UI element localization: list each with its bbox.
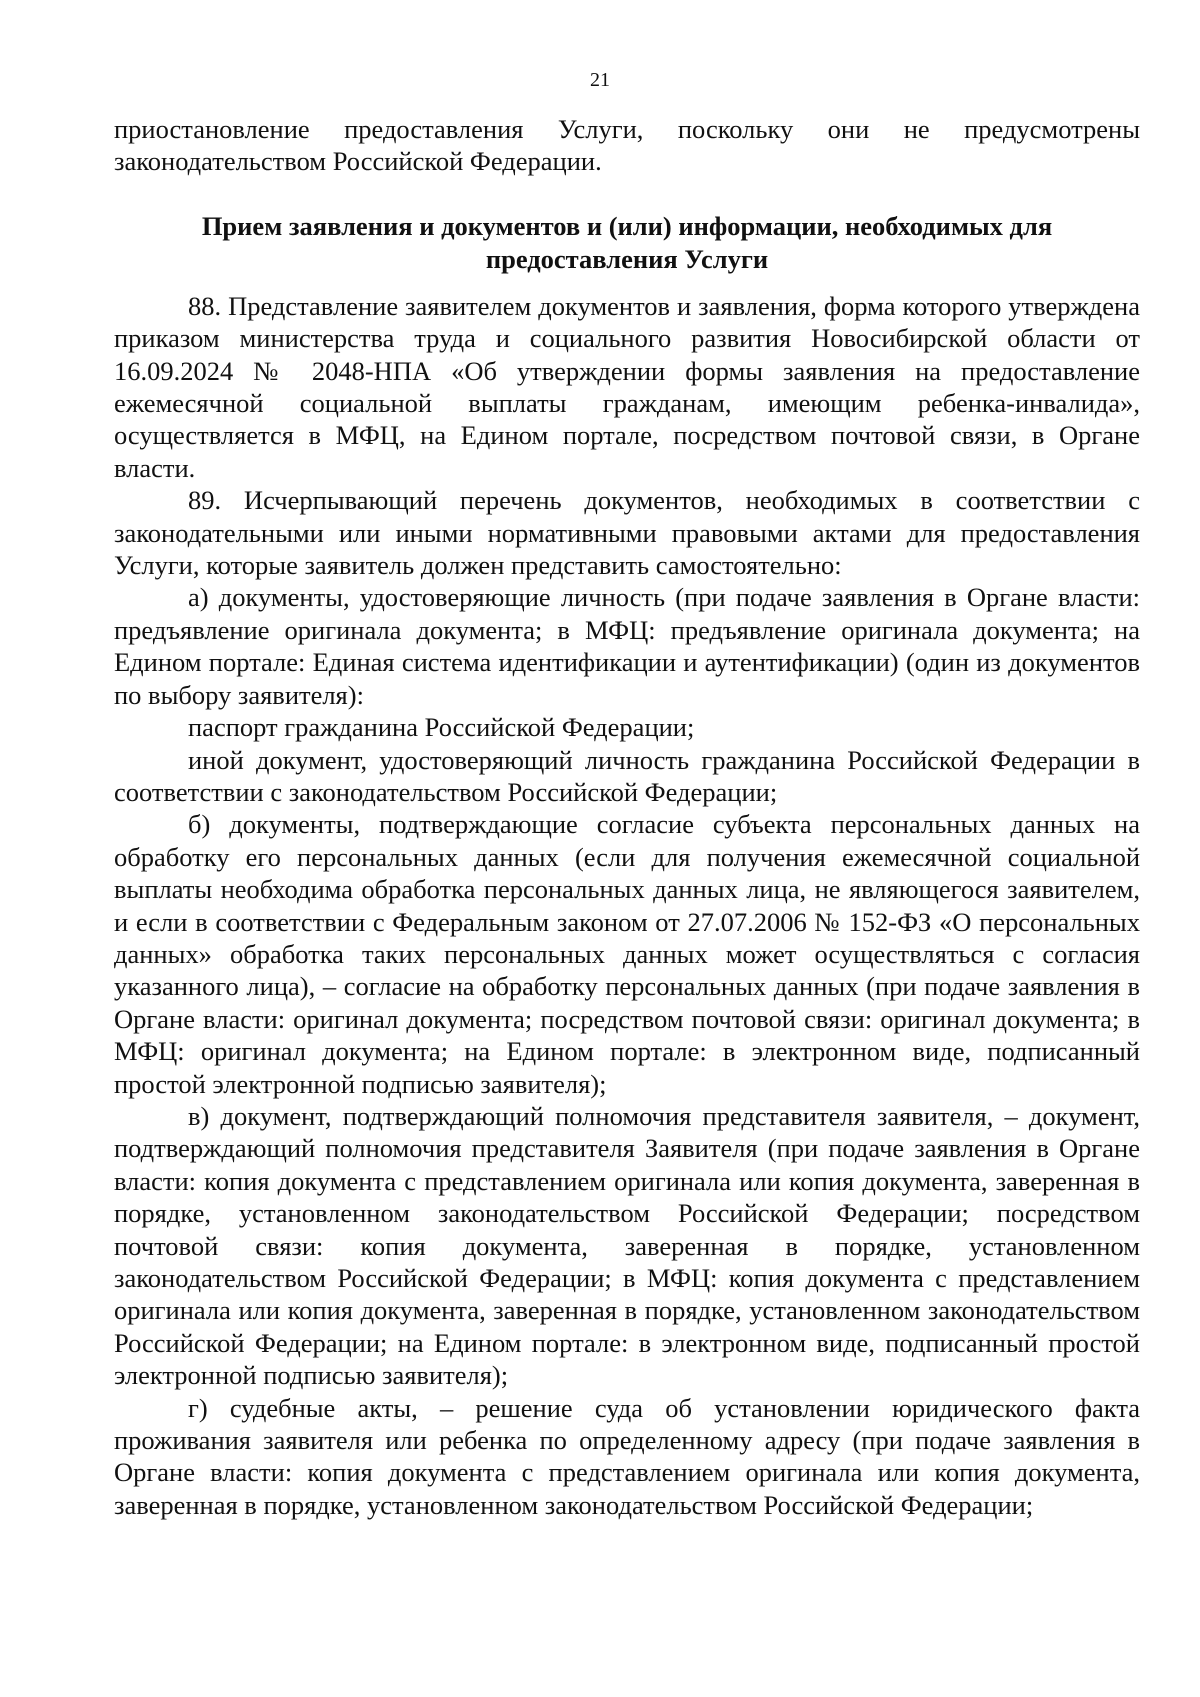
paragraph-89: 89. Исчерпывающий перечень документов, необходимых в соответствии с законодательными или иными нормативными правовыми актами для предоставления Услуги, которые заявитель должен представить самостоятельно: (114, 485, 1140, 581)
list-item-a: а) документы, удостоверяющие личность (при подаче заявления в Органе власти: предъявление оригинала документа; в МФЦ: предъявление оригинала документа; на Едином портале: Единая система идентификации и аутентификации) (один из документов по выбору заявителя): (114, 582, 1140, 710)
list-item-other-id: иной документ, удостоверяющий личность гражданина Российской Федерации в соответствии с законодательством Российской Федерации; (114, 744, 1140, 807)
list-item-b: б) документы, подтверждающие согласие субъекта персональных данных на обработку его персональных данных (если для получения ежемесячной социальной выплаты необходима обработка персональных данных лица, не являющегося заявителем, и если в соответствии с Федеральным законом от 27.07.2006 № 152-ФЗ «О персональных данных» обработка таких персональных данных может осуществляться с согласия указанного лица), – согласие на обработку персональных данных (при подаче заявления в Органе власти: оригинал документа; посредством почтовой связи: оригинал документа; в МФЦ: оригинал документа; на Едином портале: в электронном виде, подписанный простой электронной подписью заявителя); (114, 809, 1140, 1099)
list-item-passport: паспорт гражданина Российской Федерации; (188, 712, 695, 743)
list-item-v: в) документ, подтверждающий полномочия представителя заявителя, – документ, подтверждающий полномочия представителя Заявителя (при подаче заявления в Органе власти: копия документа с представлением оригинала или копия документа, заверенная в порядке, установленном законодательством Российской Федерации; посредством почтовой связи: копия документа, заверенная в порядке, установленном законодательством Российской Федерации; в МФЦ: копия документа с представлением оригинала или копия документа, заверенная в порядке, установленном законодательством Российской Федерации; на Едином портале: в электронном виде, подписанный простой электронной подписью заявителя); (114, 1100, 1140, 1391)
list-item-g: г) судебные акты, – решение суда об установлении юридического факта проживания заявителя или ребенка по определенному адресу (при подаче заявления в Органе власти: копия документа с представлением оригинала или копия документа, заверенная в порядке, установленном законодательством Российской Федерации; (114, 1392, 1140, 1520)
document-body (114, 113, 1140, 1521)
page-number: 21 (590, 69, 610, 91)
paragraph-88: 88. Представление заявителем документов и заявления, форма которого утверждена приказом министерства труда и социального развития Новосибирской области от 16.09.2024 № 2048-НПА «Об утверждении формы заявления на предоставление ежемесячной социальной выплаты гражданам, имеющим ребенка-инвалида», осуществляется в МФЦ, на Едином портале, посредством почтовой связи, в Органе власти. (114, 290, 1140, 483)
continued-paragraph: приостановление предоставления Услуги, поскольку они не предусмотрены законодательством Российской Федерации. (114, 114, 1140, 177)
section-heading: Прием заявления и документов и (или) информации, необходимых для предоставления Услуги (201, 210, 1053, 274)
